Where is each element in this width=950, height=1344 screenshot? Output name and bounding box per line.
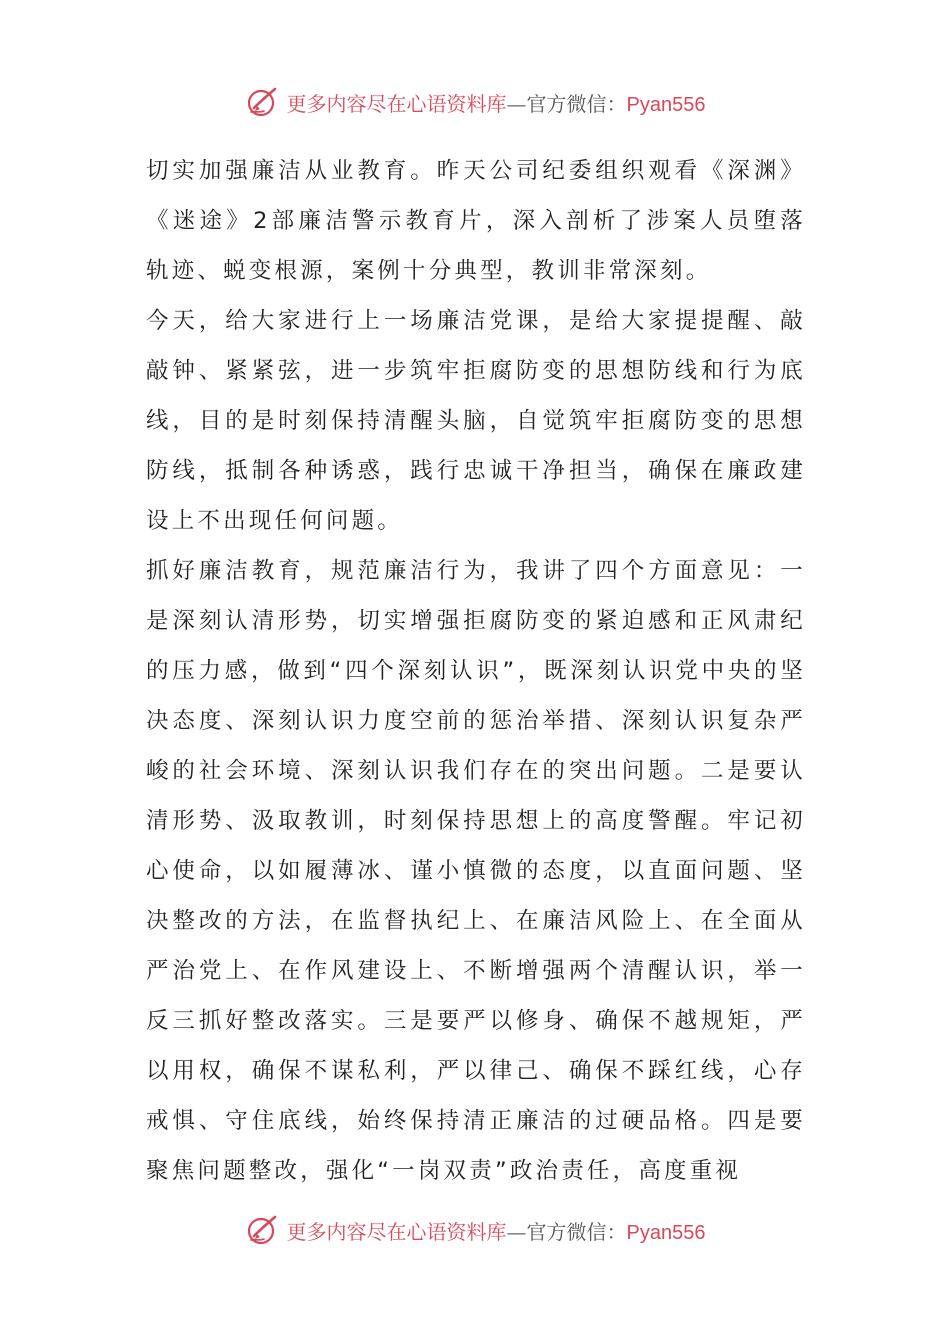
separator: —: [506, 91, 527, 116]
wechat-label: 官方微信：: [526, 91, 627, 116]
paragraph-1: 切实加强廉洁从业教育。昨天公司纪委组织观看《深渊》《迷途》2部廉洁警示教育片，深入剖析了涉案人员堕落轨迹、蜕变根源，案例十分典型，教训非常深刻。: [146, 158, 806, 284]
wechat-id: Pyan556: [626, 93, 706, 116]
banner-text: [287, 1216, 706, 1245]
paragraph-3: 抓好廉洁教育，规范廉洁行为，我讲了四个方面意见：一是深刻认清形势，切实增强拒腐防变的紧迫感和正风肃纪的压力感，做到“四个深刻认识”，既深刻认识党中央的坚决态度、深刻认识力度空前的惩治举措、深刻认识复杂严峻的社会环境、深刻认识我们存在的突出问题。二是要认清形势、汲取教训，时刻保持思想上的高度警醒。牢记初心使命，以如履薄冰、谨小慎微的态度，以直面问题、坚决整改的方法，在监督执纪上、在廉洁风险上、在全面从严治党上、在作风建设上、不断增强两个清醒认识，举一反三抓好整改落实。三是要严以修身、确保不越规矩，严以用权，确保不谋私利，严以律己、确保不踩红线，心存戒惧、守住底线，始终保持清正廉洁的过硬品格。四是要聚焦问题整改，强化“一岗双责”政治责任，高度重视: [146, 558, 806, 1184]
pen-logo-icon: [245, 1212, 281, 1248]
paragraph-2: 今天，给大家进行上一场廉洁党课，是给大家提提醒、敲敲钟、紧紧弦，进一步筑牢拒腐防变的思想防线和行为底线，目的是时刻保持清醒头脑，自觉筑牢拒腐防变的思想防线，抵制各种诱惑，践行忠诚干净担当，确保在廉政建设上不出现任何问题。: [146, 308, 806, 534]
brand-text: 更多内容尽在心语资料库: [286, 91, 507, 116]
wechat-label: 官方微信：: [526, 1219, 627, 1244]
separator: —: [506, 1219, 527, 1244]
footer-banner: [0, 1208, 950, 1252]
header-banner: [0, 80, 950, 124]
pen-logo-icon: [245, 84, 281, 120]
document-body: [146, 146, 806, 1196]
banner-text: [287, 88, 706, 117]
brand-text: 更多内容尽在心语资料库: [286, 1219, 507, 1244]
wechat-id: Pyan556: [626, 1221, 706, 1244]
